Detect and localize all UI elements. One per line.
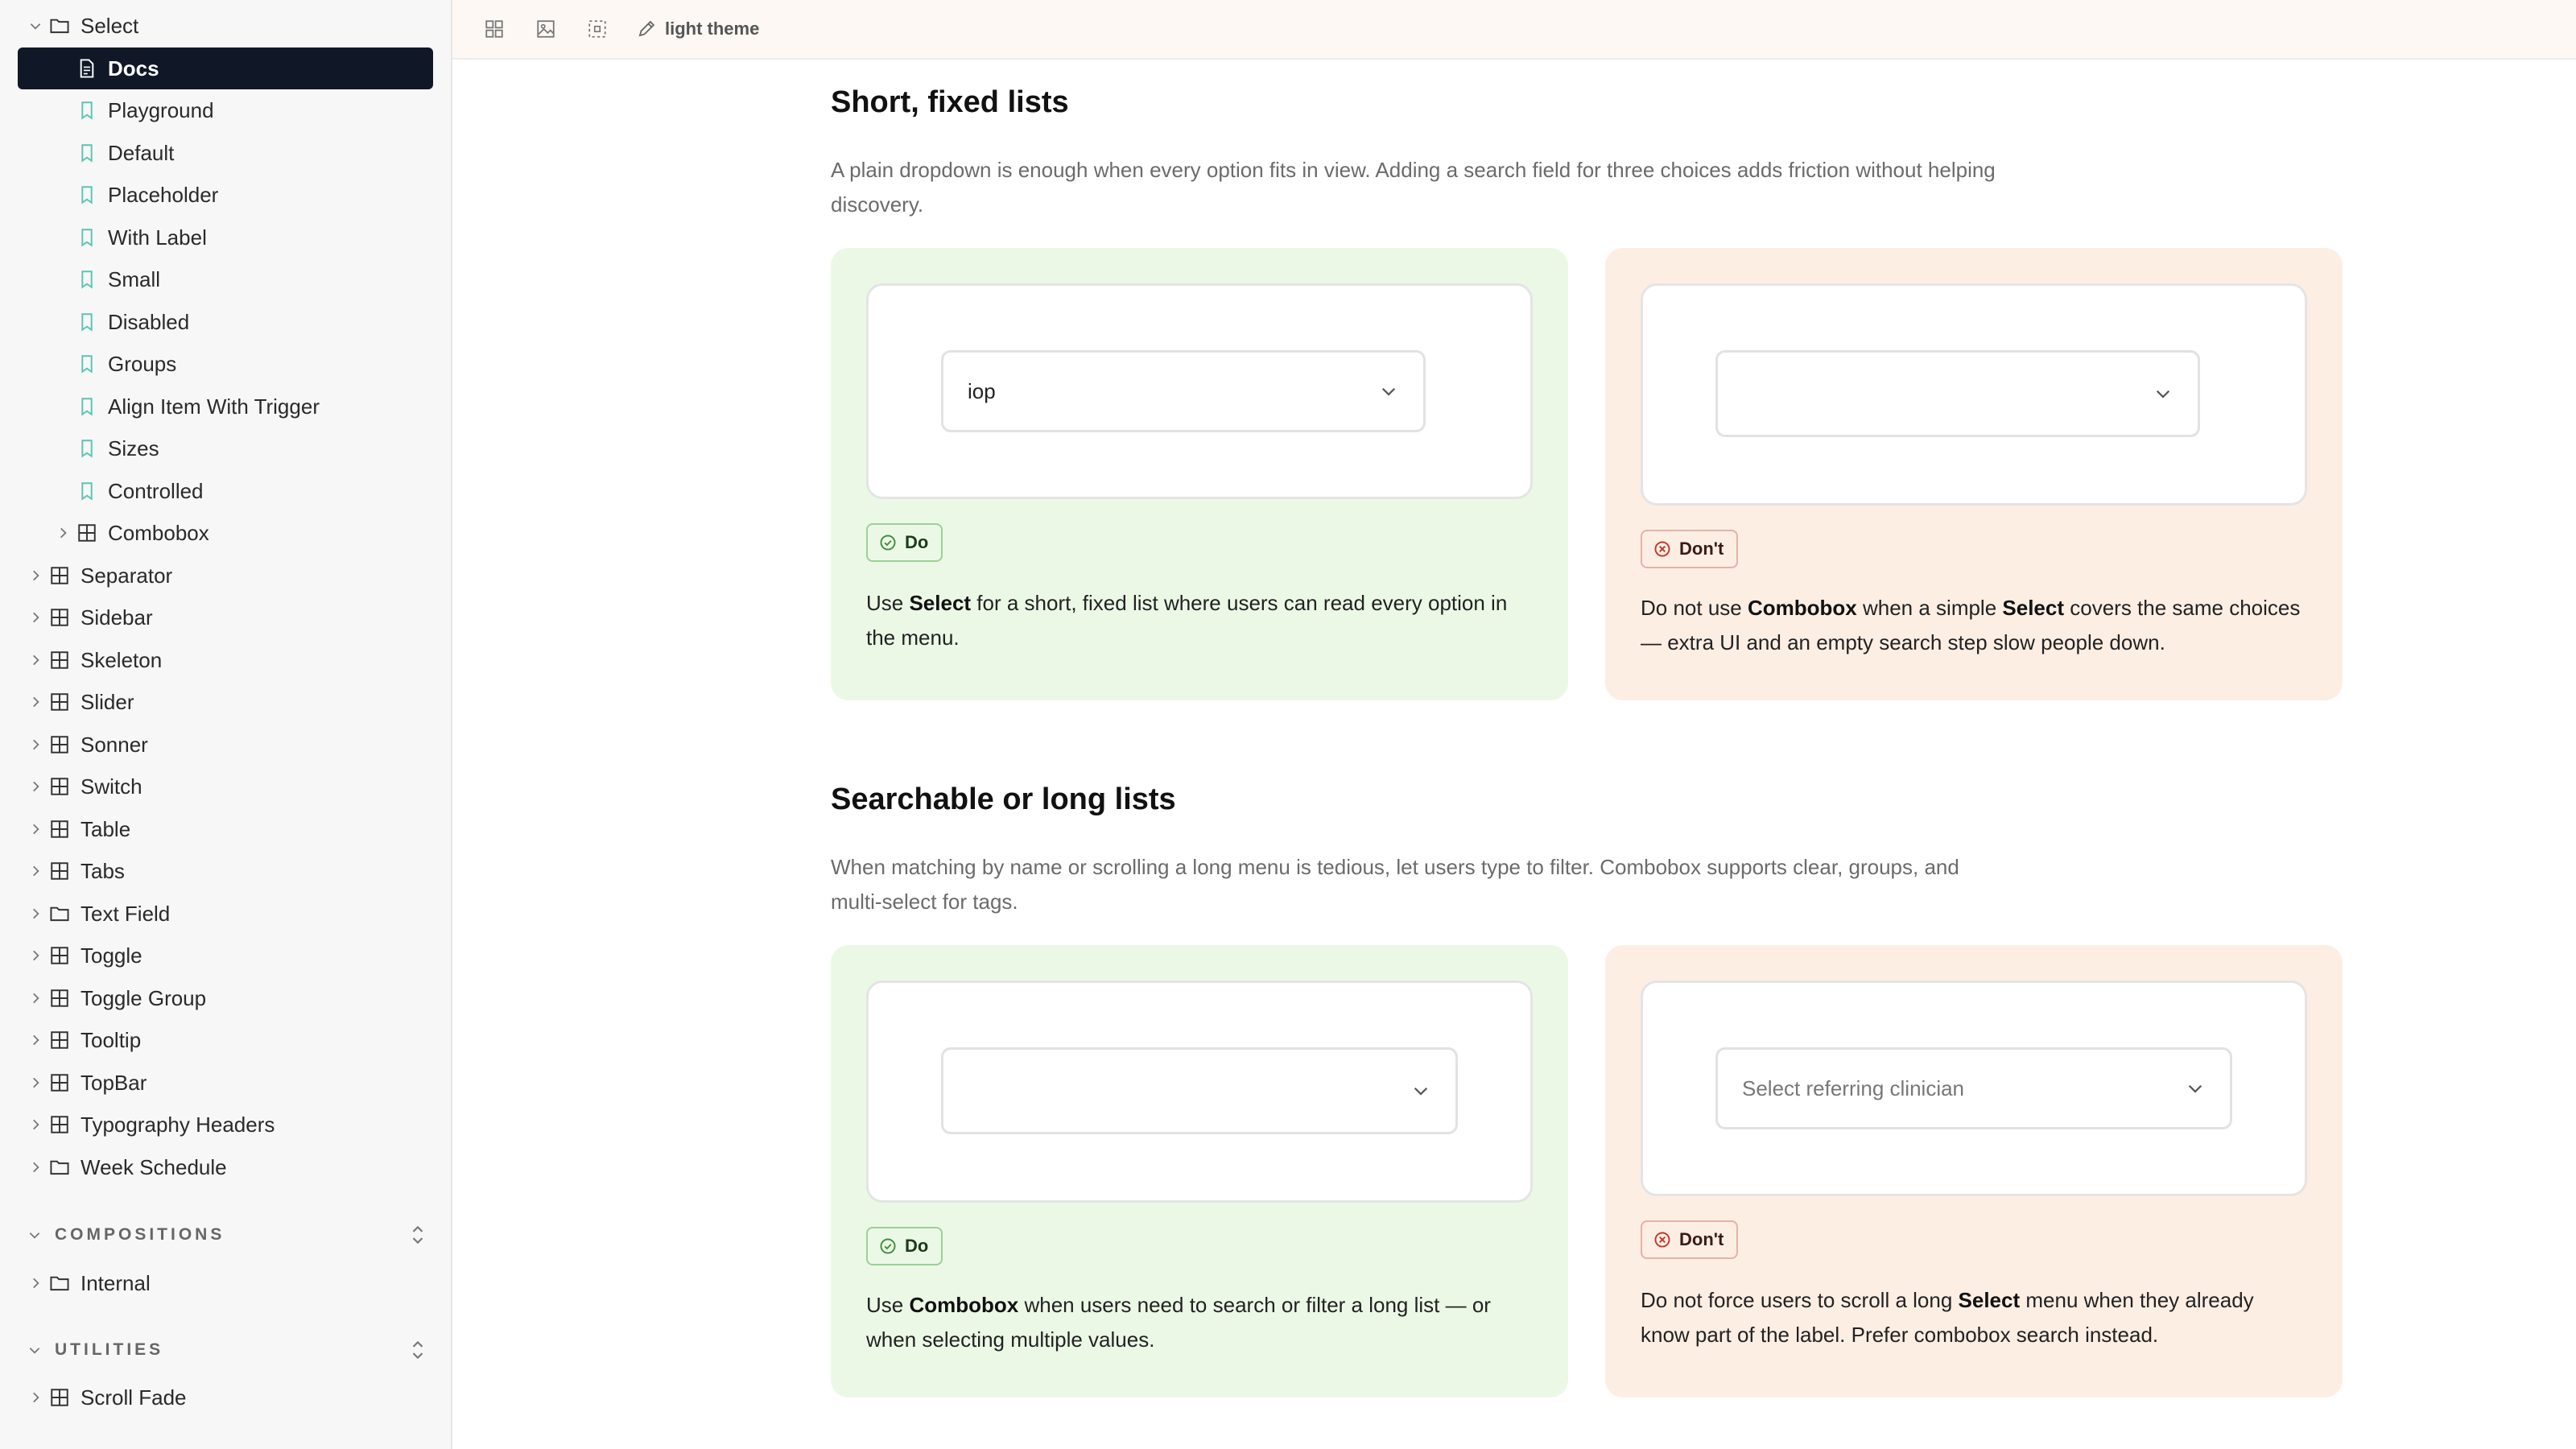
sidebar-item-with-label[interactable] (18, 217, 433, 258)
sidebar-item-label: Table (80, 816, 131, 841)
component-icon (48, 606, 71, 629)
chevron-right-icon[interactable] (26, 735, 45, 754)
sidebar-item-topbar[interactable] (18, 1062, 433, 1104)
component-icon (48, 1386, 71, 1409)
section-title: COMPOSITIONS (55, 1225, 225, 1244)
component-icon (48, 775, 71, 798)
bookmark-icon (76, 142, 98, 164)
sidebar-item-toggle[interactable] (18, 935, 433, 976)
combobox-trigger[interactable] (941, 1047, 1458, 1134)
chevron-right-icon[interactable] (26, 608, 45, 627)
folder-icon (48, 1156, 71, 1179)
sidebar-item-skeleton[interactable] (18, 639, 433, 681)
component-icon (48, 1029, 71, 1051)
bookmark-icon (76, 353, 98, 375)
sidebar-item-separator[interactable] (18, 555, 433, 597)
chevron-right-icon[interactable] (26, 1073, 45, 1092)
preview-frame (1641, 980, 2307, 1196)
section-description: A plain dropdown is enough when every option fits in view. Adding a search field for three choices adds friction without helping discovery. (831, 158, 1996, 217)
chevron-right-icon[interactable] (53, 523, 72, 543)
frame-icon[interactable] (580, 11, 615, 47)
component-icon (48, 733, 71, 756)
document-icon (76, 57, 98, 80)
x-circle-icon (1653, 1231, 1671, 1249)
bookmark-icon (76, 99, 98, 122)
sidebar-item-text-field[interactable] (18, 893, 433, 935)
chevron-right-icon[interactable] (26, 1115, 45, 1134)
dont-badge (1641, 530, 1738, 568)
do-badge (866, 523, 943, 562)
sidebar-item-label: Sonner (80, 732, 148, 757)
sidebar-item-align-item-with-trigger[interactable] (18, 386, 433, 427)
chevron-down-icon (27, 1343, 47, 1357)
sidebar-item-label: Slider (80, 689, 134, 714)
do-description: Use Select for a short, fixed list where users can read every option in the menu. (866, 591, 1508, 650)
dont-description: Do not force users to scroll a long Select menu when they already know part of the label. Prefer combobox search instead. (1641, 1288, 2254, 1347)
chevron-down-icon[interactable] (26, 16, 45, 35)
chevron-right-icon[interactable] (26, 1388, 45, 1407)
chevron-down-icon (2151, 382, 2175, 406)
expand-collapse-icon[interactable] (406, 1335, 430, 1364)
dont-card (1605, 248, 2343, 700)
preview-frame (866, 980, 1533, 1203)
component-icon (48, 691, 71, 713)
chevron-down-icon (1377, 379, 1401, 403)
sidebar-item-docs[interactable] (18, 47, 433, 89)
sidebar-item-week-schedule[interactable] (18, 1146, 433, 1188)
dont-card (1605, 945, 2343, 1397)
chevron-right-icon[interactable] (26, 861, 45, 881)
section-title: UTILITIES (55, 1340, 164, 1359)
sidebar-item-label: Sidebar (80, 605, 153, 630)
do-card (831, 248, 1568, 700)
do-badge (866, 1227, 943, 1265)
sidebar (0, 0, 452, 1449)
badge-label: Do (905, 532, 929, 552)
pencil-icon (636, 19, 657, 39)
component-icon (48, 649, 71, 671)
sidebar-item-switch[interactable] (18, 766, 433, 807)
badge-label: Don't (1679, 1229, 1724, 1249)
sidebar-item-label: Groups (108, 351, 177, 376)
chevron-right-icon[interactable] (26, 692, 45, 712)
sidebar-item-sizes[interactable] (18, 427, 433, 469)
select-value: iop (968, 378, 996, 403)
sidebar-item-label: Align Item With Trigger (108, 394, 320, 419)
sidebar-item-label: Typography Headers (80, 1112, 275, 1137)
chevron-right-icon[interactable] (26, 1030, 45, 1050)
sidebar-item-label: Placeholder (108, 182, 219, 207)
component-icon (48, 1071, 71, 1094)
badge-label: Do (905, 1236, 929, 1256)
sidebar-item-label: Scroll Fade (80, 1385, 187, 1410)
utilities-section-header[interactable] (27, 1334, 430, 1366)
chevron-right-icon[interactable] (26, 1274, 45, 1293)
sidebar-item-label: Default (108, 140, 175, 165)
preview-frame (866, 283, 1533, 499)
sidebar-item-label: Switch (80, 774, 142, 799)
sidebar-item-disabled[interactable] (18, 301, 433, 343)
sidebar-item-typography-headers[interactable] (18, 1104, 433, 1146)
sidebar-item-label: With Label (108, 225, 207, 250)
sidebar-item-label: Docs (108, 56, 159, 80)
check-circle-icon (879, 534, 897, 551)
component-icon (48, 987, 71, 1009)
do-card (831, 945, 1568, 1397)
select-trigger[interactable] (1715, 350, 2200, 437)
sidebar-item-label: Toggle (80, 943, 142, 968)
sidebar-item-label: Small (108, 266, 161, 291)
folder-icon (48, 902, 71, 925)
bookmark-icon (76, 395, 98, 418)
do-description: Use Combobox when users need to search or filter a long list — or when selecting multiple values. (866, 1293, 1491, 1352)
sidebar-item-label: Internal (80, 1270, 151, 1295)
sidebar-item-controlled[interactable] (18, 470, 433, 512)
sidebar-item-combobox[interactable] (18, 512, 433, 554)
bookmark-icon (76, 311, 98, 333)
sidebar-item-sonner[interactable] (18, 724, 433, 766)
sidebar-item-playground[interactable] (18, 89, 433, 131)
bookmark-icon (76, 184, 98, 206)
compositions-section-header[interactable] (27, 1219, 430, 1251)
chevron-right-icon[interactable] (26, 566, 45, 585)
folder-icon (48, 1272, 71, 1294)
sidebar-item-small[interactable] (18, 258, 433, 300)
sidebar-item-groups[interactable] (18, 343, 433, 385)
chevron-down-icon (1409, 1079, 1433, 1103)
bookmark-icon (76, 480, 98, 502)
chevron-right-icon[interactable] (26, 650, 45, 670)
sidebar-item-label: Tabs (80, 858, 125, 883)
sidebar-item-select[interactable] (18, 5, 433, 47)
preview-frame (1641, 283, 2307, 506)
sidebar-item-label: TopBar (80, 1070, 147, 1095)
sidebar-item-label: Sizes (108, 436, 159, 460)
sidebar-item-label: Combobox (108, 520, 209, 545)
sidebar-item-label: Text Field (80, 901, 171, 926)
section-title: Short, fixed lists (831, 85, 1069, 119)
chevron-right-icon[interactable] (26, 819, 45, 839)
sidebar-item-internal[interactable] (18, 1262, 433, 1304)
component-icon (48, 944, 71, 967)
main-content (452, 60, 2576, 1449)
component-icon (76, 522, 98, 544)
toolbar (452, 0, 2576, 60)
chevron-right-icon[interactable] (26, 904, 45, 923)
bookmark-icon (76, 226, 98, 249)
sidebar-item-label: Disabled (108, 309, 190, 334)
theme-label: light theme (665, 19, 760, 39)
bookmark-icon (76, 268, 98, 291)
grid-icon[interactable] (477, 11, 512, 47)
sidebar-item-label: Select (80, 13, 139, 38)
chevron-right-icon[interactable] (26, 989, 45, 1008)
sidebar-item-tooltip[interactable] (18, 1019, 433, 1061)
dont-description: Do not use Combobox when a simple Select covers the same choices — extra UI and an empty search step slow people down. (1641, 596, 2301, 654)
sidebar-item-label: Skeleton (80, 647, 163, 672)
sidebar-item-table[interactable] (18, 808, 433, 850)
chevron-right-icon[interactable] (26, 1158, 45, 1177)
sidebar-item-toggle-group[interactable] (18, 977, 433, 1019)
expand-collapse-icon[interactable] (406, 1220, 430, 1249)
component-icon (48, 860, 71, 882)
sidebar-item-label: Week Schedule (80, 1154, 227, 1179)
sidebar-item-label: Tooltip (80, 1027, 142, 1052)
component-icon (48, 818, 71, 840)
folder-icon (48, 14, 71, 37)
theme-toggle[interactable] (636, 19, 759, 39)
section-title: Searchable or long lists (831, 782, 1176, 816)
select-trigger[interactable] (941, 350, 1426, 432)
sidebar-item-tabs[interactable] (18, 850, 433, 892)
sidebar-item-label: Controlled (108, 478, 204, 503)
sidebar-item-label: Playground (108, 97, 214, 122)
badge-label: Don't (1679, 539, 1724, 559)
dont-badge (1641, 1220, 1738, 1259)
check-circle-icon (879, 1237, 897, 1255)
image-icon[interactable] (528, 11, 564, 47)
sidebar-item-label: Toggle Group (80, 985, 207, 1010)
x-circle-icon (1653, 540, 1671, 558)
bookmark-icon (76, 437, 98, 460)
chevron-right-icon[interactable] (26, 777, 45, 796)
sidebar-item-scroll-fade[interactable] (18, 1377, 433, 1418)
chevron-down-icon (2183, 1076, 2207, 1100)
component-icon (48, 564, 71, 587)
section-description: When matching by name or scrolling a long menu is tedious, let users type to filter. Combobox supports clear, groups, and multi-select for tags. (831, 855, 1959, 914)
component-icon (48, 1113, 71, 1136)
select-placeholder: Select referring clinician (1742, 1075, 1965, 1100)
sidebar-item-label: Separator (80, 563, 173, 588)
chevron-right-icon[interactable] (26, 946, 45, 965)
select-trigger[interactable] (1715, 1047, 2232, 1129)
chevron-down-icon (27, 1228, 47, 1242)
sidebar-item-sidebar[interactable] (18, 597, 433, 638)
sidebar-item-slider[interactable] (18, 681, 433, 723)
sidebar-item-placeholder[interactable] (18, 174, 433, 216)
sidebar-item-default[interactable] (18, 132, 433, 174)
